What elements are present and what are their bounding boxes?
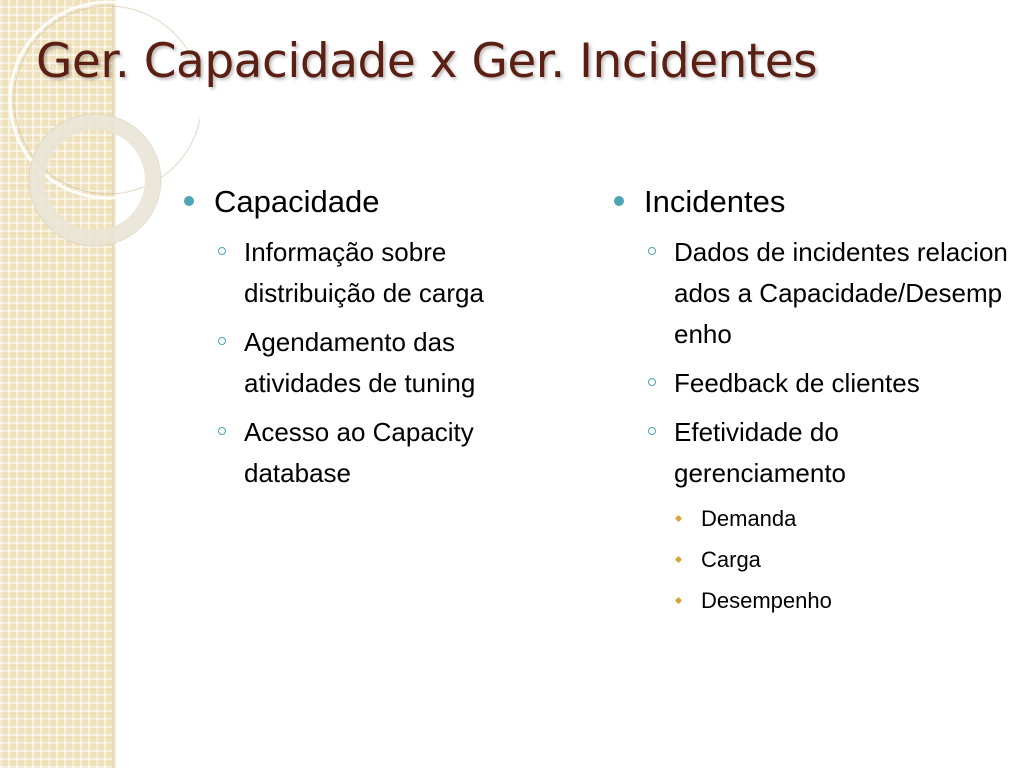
hollow-ring-bullet-icon xyxy=(218,427,226,435)
small-diamond-bullet-icon xyxy=(675,515,682,522)
list-item-text: Acesso ao Capacity database xyxy=(244,417,474,488)
hollow-ring-bullet-icon xyxy=(218,247,226,255)
sub-list-item xyxy=(612,584,1012,618)
column-heading: Capacidade xyxy=(214,184,380,219)
sub-list-item xyxy=(612,543,1012,577)
list-item-heading xyxy=(182,180,572,224)
hollow-ring-bullet-icon xyxy=(648,427,656,435)
list-item-text: Dados de incidentes relacionados a Capacidade/Desempenho xyxy=(674,237,1008,349)
hollow-ring-bullet-icon xyxy=(218,337,226,345)
sub-list-item-text: Demanda xyxy=(701,506,797,531)
small-diamond-bullet-icon xyxy=(675,556,682,563)
list-item xyxy=(182,232,572,314)
list-item xyxy=(612,232,1012,355)
slide-title: Ger. Capacidade x Ger. Incidentes xyxy=(36,34,818,89)
list-item xyxy=(612,363,1012,404)
hollow-ring-bullet-icon xyxy=(648,378,656,386)
hollow-ring-bullet-icon xyxy=(648,247,656,255)
list-item xyxy=(612,412,1012,494)
list-item-heading xyxy=(612,180,1012,224)
list-item-text: Informação sobre distribuição de carga xyxy=(244,237,484,308)
list-item xyxy=(182,322,572,404)
list-item-text: Efetividade do gerenciamento xyxy=(674,417,846,488)
filled-circle-bullet-icon xyxy=(614,196,624,206)
left-column xyxy=(182,180,572,502)
right-column xyxy=(612,180,1012,625)
filled-circle-bullet-icon xyxy=(184,196,194,206)
sub-list-item xyxy=(612,502,1012,536)
list-item-text: Feedback de clientes xyxy=(674,368,920,398)
list-item xyxy=(182,412,572,494)
sub-list-item-text: Carga xyxy=(701,547,761,572)
sub-list-item-text: Desempenho xyxy=(701,588,832,613)
column-heading: Incidentes xyxy=(644,184,786,219)
list-item-text: Agendamento das atividades de tuning xyxy=(244,327,476,398)
small-diamond-bullet-icon xyxy=(675,597,682,604)
